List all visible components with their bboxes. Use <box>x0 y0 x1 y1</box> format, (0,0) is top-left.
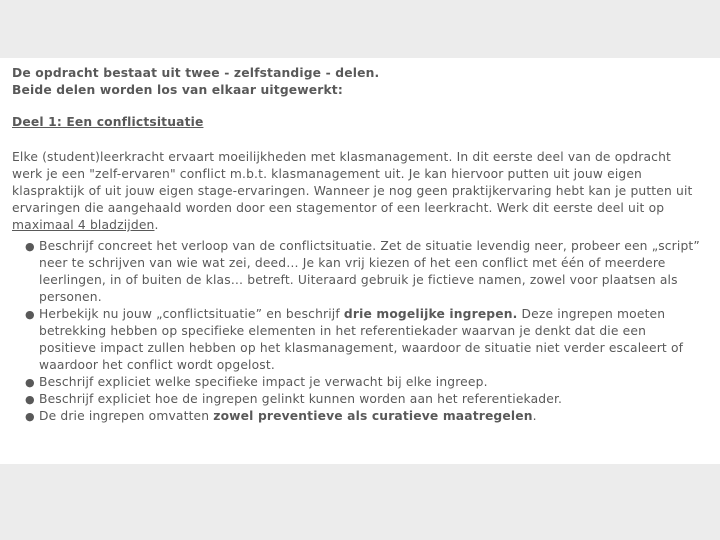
intro-line-2: Beide delen worden los van elkaar uitgewerkt: <box>12 83 343 97</box>
list-item-emphasis: zowel preventieve als curatieve maatregelen <box>213 409 533 423</box>
list-item-text: Beschrijf expliciet welke specifieke impact je verwacht bij elke ingreep. <box>39 375 488 389</box>
length-limit: maximaal 4 bladzijden <box>12 218 155 232</box>
length-prefix: Werk dit eerste deel uit op <box>496 201 665 215</box>
list-item <box>12 391 702 408</box>
list-item-text: Beschrijf concreet het verloop van de conflictsituatie. Zet de situatie levendig neer, probeer een „script” neer te schrijven van wie wat zei, deed… Je kan vrij kiezen of het een conflict met één of meerdere leerlingen, in of buiten de klas… betreft. Uiteraard gebruik je fictieve namen, zowel voor plaatsen als personen. <box>39 239 700 304</box>
section-title: Deel 1: Een conflictsituatie <box>12 115 204 129</box>
intro-text <box>12 65 702 99</box>
list-item <box>12 408 702 425</box>
bullet-icon: ● <box>25 240 35 253</box>
length-suffix: . <box>154 218 159 232</box>
list-item-text: Beschrijf expliciet hoe de ingrepen gelinkt kunnen worden aan het referentiekader. <box>39 392 563 406</box>
document-excerpt <box>0 58 720 464</box>
bullet-icon: ● <box>25 376 35 389</box>
list-item-text: De drie ingrepen omvatten <box>39 409 214 423</box>
bullet-icon: ● <box>25 393 35 406</box>
list-item-text: Deze ingrepen moeten betrekking hebben op specifieke elementen in het referentiekader waarvan je denkt dat die een positieve impact zullen hebben op het klasmanagement, waardoor de situatie niet verder escaleert of waardoor het conflict wordt opgelost. <box>39 307 684 372</box>
list-item-emphasis: drie mogelijke ingrepen. <box>343 307 518 321</box>
document-content <box>12 65 702 425</box>
list-item-text: . <box>532 409 537 423</box>
instruction-list <box>12 238 702 425</box>
list-item <box>12 374 702 391</box>
bullet-icon: ● <box>25 308 35 321</box>
list-item <box>12 238 702 306</box>
bullet-icon: ● <box>25 410 35 423</box>
list-item-text: Herbekijk nu jouw „conflictsituatie” en beschrijf <box>39 307 344 321</box>
list-item <box>12 306 702 374</box>
section-paragraph <box>12 149 702 234</box>
intro-line-1: De opdracht bestaat uit twee - zelfstandige - delen. <box>12 66 380 80</box>
paragraph-main: Elke (student)leerkracht ervaart moeilijkheden met klasmanagement. In dit eerste deel van de opdracht werk je een "zelf-ervaren" conflict m.b.t. klasmanagement uit. Je kan hiervoor putten uit jouw eigen klaspraktijk of uit jouw eigen stage-ervaringen. Wanneer je nog geen praktijkervaring hebt kan je putten uit ervaringen die aangehaald worden door een stagementor of een leerkracht. <box>12 150 693 215</box>
